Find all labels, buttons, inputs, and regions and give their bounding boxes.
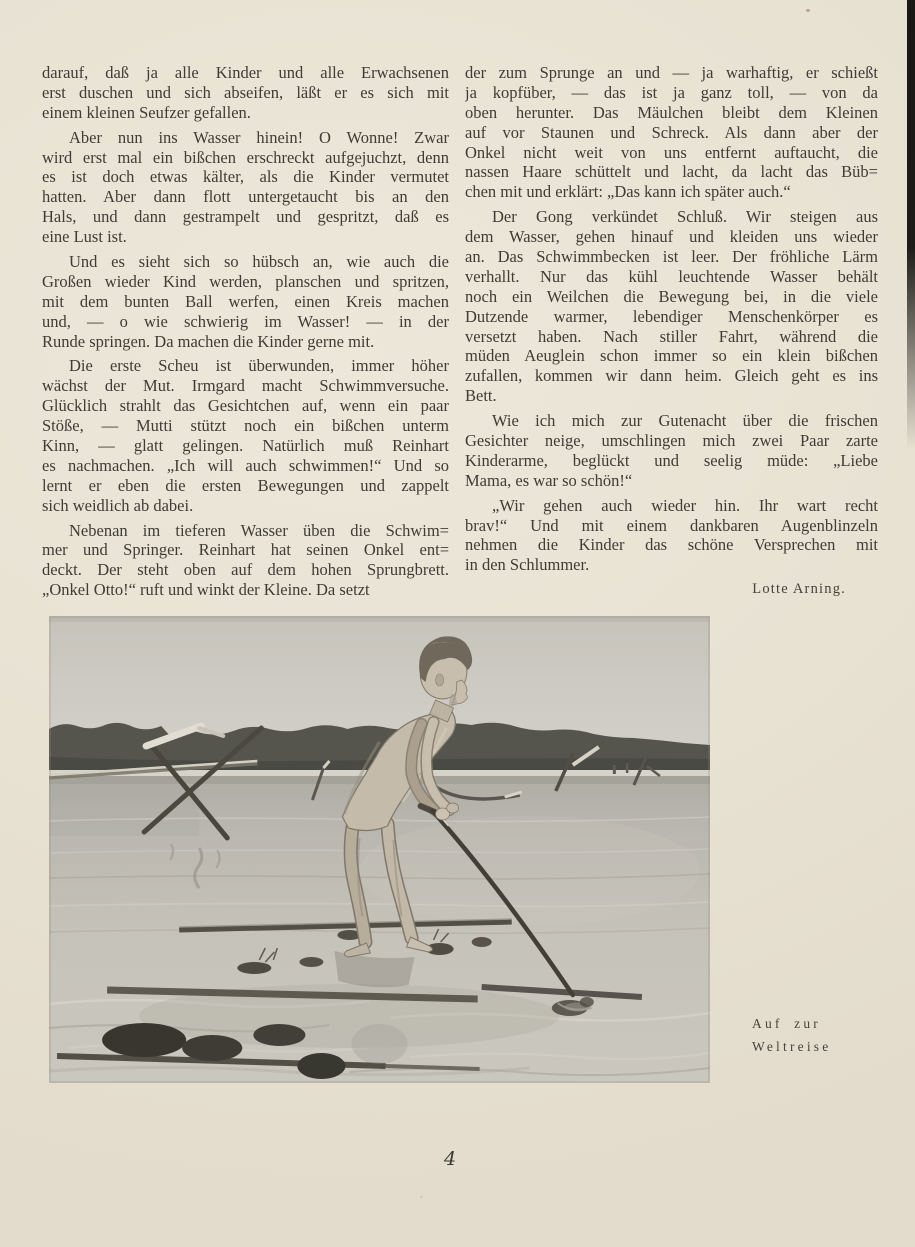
photo-caption-line2: Weltreise <box>752 1038 832 1054</box>
text-line: oben herunter. Das Mäulchen bleibt dem Kleinen <box>465 102 878 122</box>
author-signature: Lotte Arning. <box>752 581 846 598</box>
paragraph <box>42 521 449 601</box>
text-line: Kinderarme, beglückt und seelig müde: „Liebe <box>465 450 878 470</box>
text-line: wird erst mal ein bißchen erschreckt aufgejuchzt, denn <box>42 147 449 167</box>
text-line: Wie ich mich zur Gutenacht über die frischen <box>492 411 878 431</box>
text-line: es ist doch etwas kälter, als die Kinder vermutet <box>42 167 449 187</box>
text-line: Großen wieder Kind werden, planschen und spritzen, <box>42 271 449 291</box>
text-line: in den Schlummer. <box>465 555 590 575</box>
photo-vignette <box>49 616 710 1083</box>
text-line: der zum Sprunge an und — ja warhaftig, er schießt <box>465 63 878 82</box>
text-line: zufallen, kommen wir dann heim. Gleich geht es ins <box>465 366 878 386</box>
text-line: Nebenan im tieferen Wasser üben die Schwim= <box>69 520 449 540</box>
text-line: nassen Haare schüttelt und lacht, da lacht das Büb= <box>465 162 878 182</box>
paragraph <box>465 207 878 406</box>
text-line: noch ein Weilchen die Bewegung bei, in die viele <box>465 286 878 306</box>
text-line: und, — o wie schwierig im Wasser! — in der <box>42 311 449 331</box>
text-line: nehmen die Kinder das schöne Versprechen mit <box>465 535 878 555</box>
text-line: Die erste Scheu ist überwunden, immer höher <box>69 356 449 376</box>
text-line: verhallt. Nur das kühl leuchtende Wasser behält <box>465 266 878 286</box>
text-line: einem kleinen Seufzer gefallen. <box>42 102 251 122</box>
paper-speck <box>806 9 810 12</box>
scan-edge-artifact <box>907 0 915 450</box>
text-line: deckt. Der steht oben auf dem hohen Sprungbrett. <box>42 560 449 580</box>
paragraph <box>42 128 449 247</box>
text-line: eine Lust ist. <box>42 227 127 247</box>
text-line: mer und Springer. Reinhart hat seinen Onkel ent= <box>42 540 449 560</box>
text-line: „Onkel Otto!“ ruft und winkt der Kleine. Da setzt <box>42 580 370 600</box>
text-line: auf vor Staunen und Schreck. Als dann aber der <box>465 122 878 142</box>
text-line: erst duschen und sich abseifen, läßt er es sich mit <box>42 82 449 102</box>
text-line: es nachmachen. „Ich will auch schwimmen!“ Und so <box>42 455 449 475</box>
text-line: Glücklich strahlt das Gesichtchen auf, wenn ein paar <box>42 396 449 416</box>
text-line: Onkel nicht weit von uns entfernt auftaucht, die <box>465 142 878 162</box>
page-number: 4 <box>443 1148 457 1170</box>
text-line: hatten. Aber dann flott untergetaucht bis an den <box>42 187 449 207</box>
text-line: Kinn, — glatt gelingen. Natürlich muß Reinhart <box>42 436 449 456</box>
text-line: dem Wasser, gehen hinauf und kleiden uns wieder <box>465 227 878 247</box>
text-line: an. Das Schwimmbecken ist leer. Der fröhliche Lärm <box>465 247 878 267</box>
text-line: Und es sieht sich so hübsch an, wie auch die <box>69 252 449 272</box>
text-line: Mama, es war so schön!“ <box>465 470 633 490</box>
paragraph <box>465 63 878 202</box>
text-line: Aber nun ins Wasser hinein! O Wonne! Zwar <box>69 127 449 147</box>
text-line: Stöße, — Mutti stützt noch ein bißchen unterm <box>42 416 449 436</box>
text-line: sich weidlich ab dabei. <box>42 495 194 515</box>
paragraph <box>42 252 449 351</box>
text-line: mit dem bunten Ball werfen, einen Kreis machen <box>42 291 449 311</box>
text-line: Runde springen. Da machen die Kinder gerne mit. <box>42 331 375 351</box>
text-line: ja kopfüber, — das ist ja ganz toll, — von da <box>465 82 878 102</box>
paragraph <box>465 496 878 576</box>
photograph <box>49 616 710 1083</box>
text-line: darauf, daß ja alle Kinder und alle Erwachsenen <box>42 63 449 82</box>
paragraph <box>465 411 878 491</box>
text-line: Gesichter neige, umschlingen mich zwei Paar zarte <box>465 431 878 451</box>
text-line: Hals, und dann gestrampelt und gespritzt, daß es <box>42 207 449 227</box>
text-line: Der Gong verkündet Schluß. Wir steigen aus <box>492 207 878 227</box>
text-column-right <box>465 63 878 600</box>
paragraph <box>42 356 449 515</box>
paper-speck <box>420 1196 423 1198</box>
text-line: chen mit und erklärt: „Das kann ich später auch.“ <box>465 182 791 202</box>
paragraph <box>42 63 449 123</box>
text-line: wächst der Mut. Irmgard macht Schwimmversuche. <box>42 376 449 396</box>
photo-caption-line1: Auf zur <box>752 1016 822 1031</box>
text-line: müden Aeuglein schon immer so ein klein bißchen <box>465 346 878 366</box>
photo-caption <box>752 1013 831 1058</box>
text-line: „Wir gehen auch wieder hin. Ihr wart recht <box>492 495 878 515</box>
text-column-left <box>42 63 449 600</box>
text-line: lernt er eben die ersten Bewegungen und zappelt <box>42 475 449 495</box>
right-column-paragraphs <box>465 63 878 575</box>
text-line: brav!“ Und mit einem dankbaren Augenblinzeln <box>465 515 878 535</box>
text-line: versetzt haben. Nach stiller Fahrt, während die <box>465 326 878 346</box>
text-line: Dutzende warmer, lebendiger Menschenkörper es <box>465 306 878 326</box>
text-line: Bett. <box>465 386 497 406</box>
